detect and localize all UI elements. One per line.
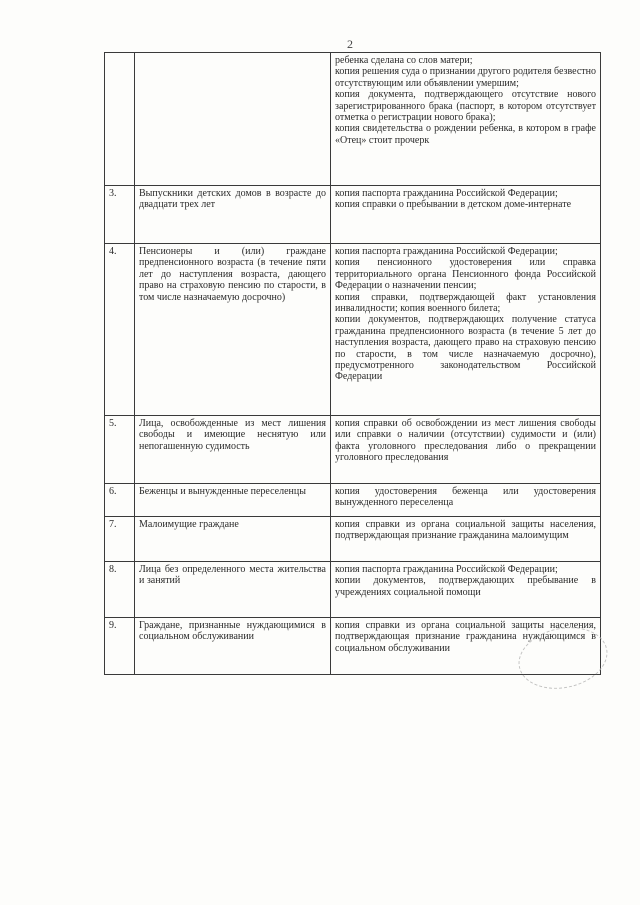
document-item: копия паспорта гражданина Российской Федерации;: [335, 246, 558, 257]
row-number: 5.: [105, 416, 135, 484]
document-item: копия решения суда о признании другого родителя безвестно отсутствующим или объявлении умершим;: [335, 66, 596, 89]
row-category: [135, 53, 331, 186]
row-number: 4.: [105, 244, 135, 416]
document-item: копии документов, подтверждающих пребывание в учреждениях социальной помощи: [335, 575, 596, 598]
row-documents: [331, 484, 601, 517]
row-documents: [331, 517, 601, 562]
page-number: 2: [347, 37, 353, 51]
row-category: Беженцы и вынужденные переселенцы: [135, 484, 331, 517]
document-item: копия справки о пребывании в детском доме-интернате: [335, 199, 572, 211]
row-category: Пенсионеры и (или) граждане предпенсионного возраста (в течение пяти лет до наступления возраста, дающего право на страховую пенсию по старости, в том числе назначаемую досрочно): [135, 244, 331, 416]
row-number: 6.: [105, 484, 135, 517]
row-category: Малоимущие граждане: [135, 517, 331, 562]
row-category: Лица, освобожденные из мест лишения свободы и имеющие неснятую или непогашенную судимость: [135, 416, 331, 484]
document-item: копия паспорта гражданина Российской Федерации;: [335, 564, 558, 575]
document-item: копия документа, подтверждающего отсутствие нового зарегистрированного брака (паспорт, в котором отсутствует отметка о регистрации нового брака);: [335, 89, 596, 124]
row-documents: [331, 186, 601, 244]
row-number: 7.: [105, 517, 135, 562]
document-item: копия свидетельства о рождении ребенка, в котором в графе «Отец» стоит прочерк: [335, 123, 596, 146]
row-number: 3.: [105, 186, 135, 244]
row-documents: [331, 562, 601, 618]
document-item: ребенка сделана со слов матери;: [335, 55, 473, 66]
document-item: копия паспорта гражданина Российской Федерации;: [335, 188, 558, 199]
row-documents: [331, 53, 601, 186]
row-documents: [331, 416, 601, 484]
document-item: копия справки из органа социальной защиты населения, подтверждающая признание гражданина малоимущим: [335, 519, 596, 542]
row-number: 8.: [105, 562, 135, 618]
table-row-4: [105, 244, 601, 416]
table-row-3: [105, 186, 601, 244]
row-category: Выпускники детских домов в возрасте до двадцати трех лет: [135, 186, 331, 244]
table-row-8: [105, 562, 601, 618]
row-number: 9.: [105, 618, 135, 675]
document-item: копия пенсионного удостоверения или справка территориального органа Пенсионного фонда Российской Федерации о назначении пенсии;: [335, 257, 596, 292]
document-item: копия справки об освобождении из мест лишения свободы или справки о наличии (отсутствии) судимости и (или) факта уголовного преследования либо о прекращении уголовного преследования: [335, 418, 596, 464]
row-category: Лица без определенного места жительства и занятий: [135, 562, 331, 618]
row-category: Граждане, признанные нуждающимися в социальном обслуживании: [135, 618, 331, 675]
table-row-continuation: [105, 53, 601, 186]
table-row-7: [105, 517, 601, 562]
row-number: [105, 53, 135, 186]
document-item: копия удостоверения беженца или удостоверения вынужденного переселенца: [335, 486, 596, 509]
document-item: копии документов, подтверждающих получение статуса гражданина предпенсионного возраста (в течение 5 лет до наступления возраста, дающего право на страховую пенсию по старости, в том числе назначаемую досрочно), предусмотренного законодательством Российской Федерации: [335, 314, 596, 383]
documents-table: [104, 52, 601, 675]
document-item: копия справки, подтверждающей факт установления инвалидности; копия военного билета;: [335, 291, 596, 315]
table-row-5: [105, 416, 601, 484]
row-documents: [331, 244, 601, 416]
document-item: копия справки из органа социальной защиты населения, подтверждающая признание гражданина нуждающимся в социальном обслуживании: [335, 620, 596, 654]
table-row-6: [105, 484, 601, 517]
